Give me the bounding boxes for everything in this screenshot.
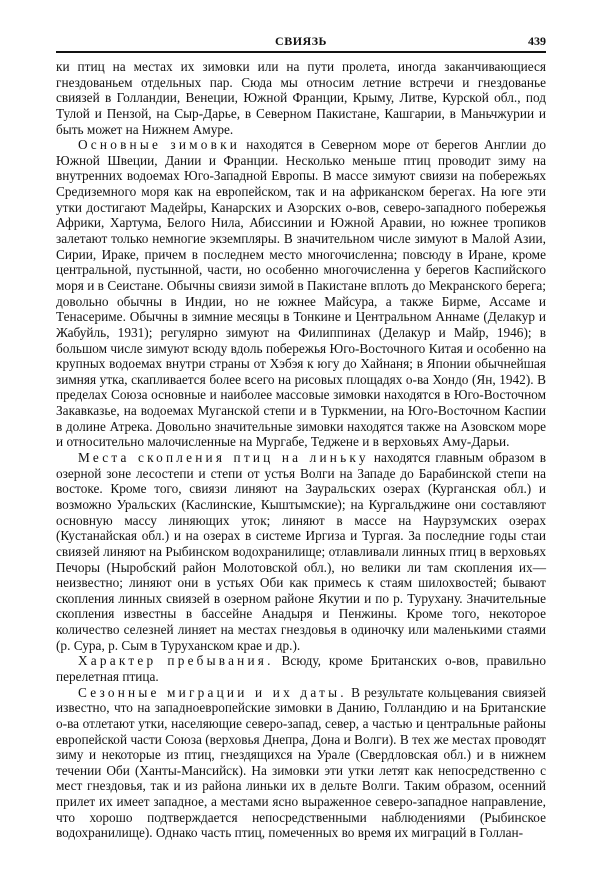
header-rule [56,51,546,53]
paragraph-lead: Сезонные миграции и их даты. [78,684,347,700]
paragraph-moulting [56,450,546,653]
paragraph-lead: Места скопления птиц на линьку [78,450,369,466]
paragraph-wintering [56,137,546,450]
article-body [56,59,546,841]
paragraph-migration [56,685,546,841]
paragraph-residency [56,653,546,684]
paragraph-text: находятся главным образом в озерной зоне лесостепи и степи от устья Волги на Западе до Барабинской степи на востоке. Кроме того, свиязи линяют на Зауральских озерах (Курганская обл.) и возможно Уральских (Каслинские, Кыштымские); на Кургальджине они составляют основную массу линяющих уток; линяют в массе на Наурзумских озерах (Кустанайская обл.) и на озерах в системе Иргиза и Тургая. За последние годы стаи свиязей линяют на Рыбинском водохранилище; отлавливали линных птиц в верховьях Печоры (Ныробский район Молотовской обл.), но велики ли там скопления их—неизвестно; линяют они в устьях Оби как примесь к стаям шилохвостей; бывают скопления линных свиязей в озерном районе Якутии и по р. Турухану. Значительные скопления известны в бассейне Анадыря и Пенжины. Кроме того, некоторое количество селезней линяет на местах гнездовья в одиночку или маленькими стаями (р. Сура, р. Сым в Туруханском крае и др.). [56,450,546,653]
paragraph-lead: Характер пребывания. [78,653,274,669]
page-header [56,32,546,50]
paragraph-text: ки птиц на местах их зимовки или на пути пролета, иногда заканчивающиеся гнездованьем отдельных пар. Сюда мы относим летние встречи и гнездованье свиязей в Голландии, Венеции, Южной Франции, Крыму, Литве, Курской обл., под Тулой и Пензой, на Сыр-Дарье, в Северном Пакистане, Кашгарии, в Маньчжурии и быть может на Нижнем Амуре. [56,59,546,137]
running-head: СВИЯЗЬ [275,34,327,48]
paragraph-text: В результате кольцевания свиязей известно, что на западноевропейские зимовки в Данию, Голландию и на Британские о-ва отлетают утки, населяющие северо-запад, север, а частью и центральные районы европейской части Союза (верховья Днепра, Дона и Волги). В тех же местах проводят зиму и некоторые из птиц, гнездящихся на Урале (Свердловская обл.) и в нижнем течении Оби (Ханты-Мансийск). На зимовки эти утки летят как непосредственно с мест гнездовья, так и из района линьки их в дельте Волги. Таким образом, осенний прилет их имеет западное, а местами ясно выраженное северо-западное направление, что хорошо подтверждается непосредственными наблюдениями (Рыбинское водохранилище). Однако часть птиц, помеченных во время их миграций в Голлан- [56,684,546,841]
page-number: 439 [528,34,546,48]
book-page [56,32,546,841]
paragraph-text: Всюду, кроме Британских о-вов, правильно перелетная птица. [56,653,546,684]
paragraph-text: находятся в Северном море от берегов Англии до Южной Швеции, Дании и Франции. Несколько меньше птиц проводит зиму на внутренних водоемах Юго-Западной Европы. В массе зимуют свиязи на побережьях Средиземного моря как на европейском, так и на африканском берегах. На юге эти утки достигают Мадейры, Канарских и Азорских о-вов, северо-западного побережья Африки, Хартума, Белого Нила, Абиссинии и Южной Аравии, но южнее тропиков залетают только немногие экземпляры. В значительном числе зимуют в Малой Азии, Сирии, Ираке, причем в последнем место многочисленна; повсюду в Иране, кроме центральной, пустынной, части, но особенно многочисленна у берегов Каспийского моря и в Сеистане. Обычны свиязи зимой в Пакистане вплоть до Мекранского берега; довольно обычны в Индии, но не южнее Майсура, а также Бирме, Ассаме и Тенасериме. Обычны в зимние месяцы в Тонкине и Центральном Аннаме (Делакур и Жабуйль, 1931); регулярно зимуют на Филиппинах (Делакур и Майр, 1946); в большом числе зимуют всюду вдоль побережья Юго-Восточного Китая и особенно на крупных водоемах внутри страны от Хэбэя к югу до Хайнаня; в Японии обычнейшая зимняя утка, скапливается более всего на рисовых площадях о-ва Хондо (Ян, 1942). В пределах Союза основные и наиболее массовые зимовки находятся в Юго-Восточном Закавказье, на водоемах Муганской степи и в Туркмении, на Юго-Восточном Каспии в долине Атрека. Довольно значительные зимовки находятся также на Азовском море и относительно малочисленные на Мургабе, Теджене и в верховьях Аму-Дарьи. [56,137,547,450]
paragraph-continuation [56,59,546,137]
paragraph-lead: Основные зимовки [78,137,241,153]
